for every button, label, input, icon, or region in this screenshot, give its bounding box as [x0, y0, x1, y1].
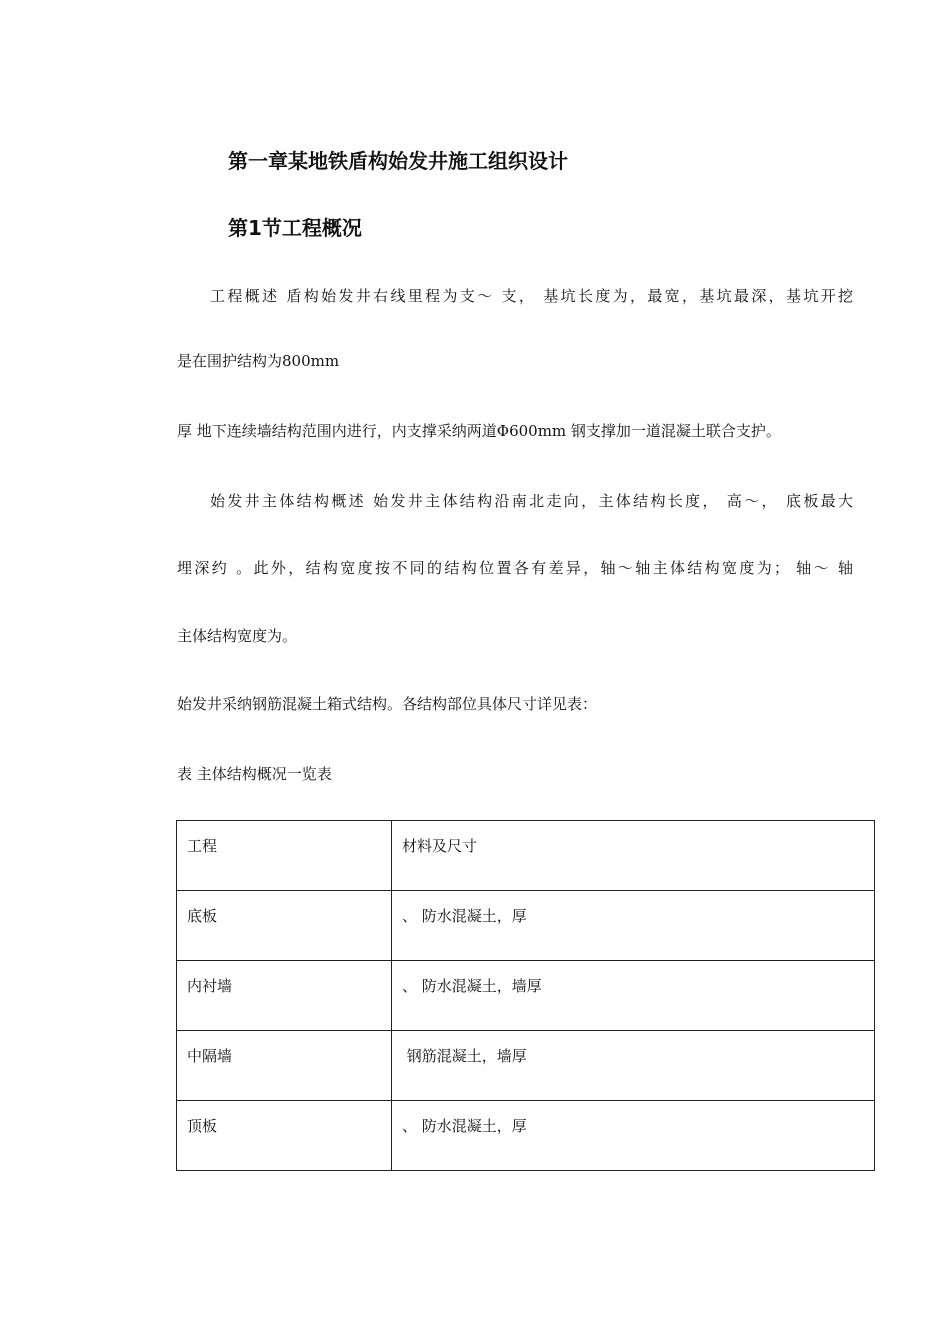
table-cell: 中隔墙: [177, 1031, 392, 1101]
table-row: [177, 891, 875, 961]
paragraph-line: 主体结构宽度为。: [177, 627, 298, 645]
table-row: [177, 1031, 875, 1101]
table-cell: 钢筋混凝土，墙厚: [392, 1031, 875, 1101]
chapter-title: 第一章某地铁盾构始发井施工组织设计: [228, 149, 568, 173]
paragraph-line: 埋深约 。此外，结构宽度按不同的结构位置各有差异，轴～轴主体结构宽度为； 轴～ 轴: [177, 559, 853, 577]
paragraph-line: 始发井采纳钢筋混凝土箱式结构。各结构部位具体尺寸详见表：: [177, 695, 598, 713]
table-cell: 、 防水混凝土，墙厚: [392, 961, 875, 1031]
table-cell: 、 防水混凝土，厚: [392, 891, 875, 961]
table-cell: 、 防水混凝土，厚: [392, 1101, 875, 1171]
table-row: [177, 1101, 875, 1171]
table-caption: 表 主体结构概况一览表: [177, 765, 332, 783]
table-header-cell: 工程: [177, 821, 392, 891]
section-title: 第1节工程概况: [228, 216, 362, 240]
table-header-row: [177, 821, 875, 891]
structure-table: [176, 820, 875, 1171]
paragraph-line: 始发井主体结构概述 始发井主体结构沿南北走向，主体结构长度， 高～， 底板最大: [210, 492, 853, 510]
table-cell: 底板: [177, 891, 392, 961]
table-header-cell: 材料及尺寸: [392, 821, 875, 891]
table-cell: 内衬墙: [177, 961, 392, 1031]
paragraph-line: 工程概述 盾构始发井右线里程为支～ 支， 基坑长度为，最宽，基坑最深，基坑开挖: [210, 287, 853, 305]
paragraph-line: 是在围护结构为800mm: [177, 352, 340, 370]
table-row: [177, 961, 875, 1031]
paragraph-line: 厚 地下连续墙结构范围内进行，内支撑采纳两道Φ600mm 钢支撑加一道混凝土联合支护。: [177, 422, 781, 440]
table-cell: 顶板: [177, 1101, 392, 1171]
